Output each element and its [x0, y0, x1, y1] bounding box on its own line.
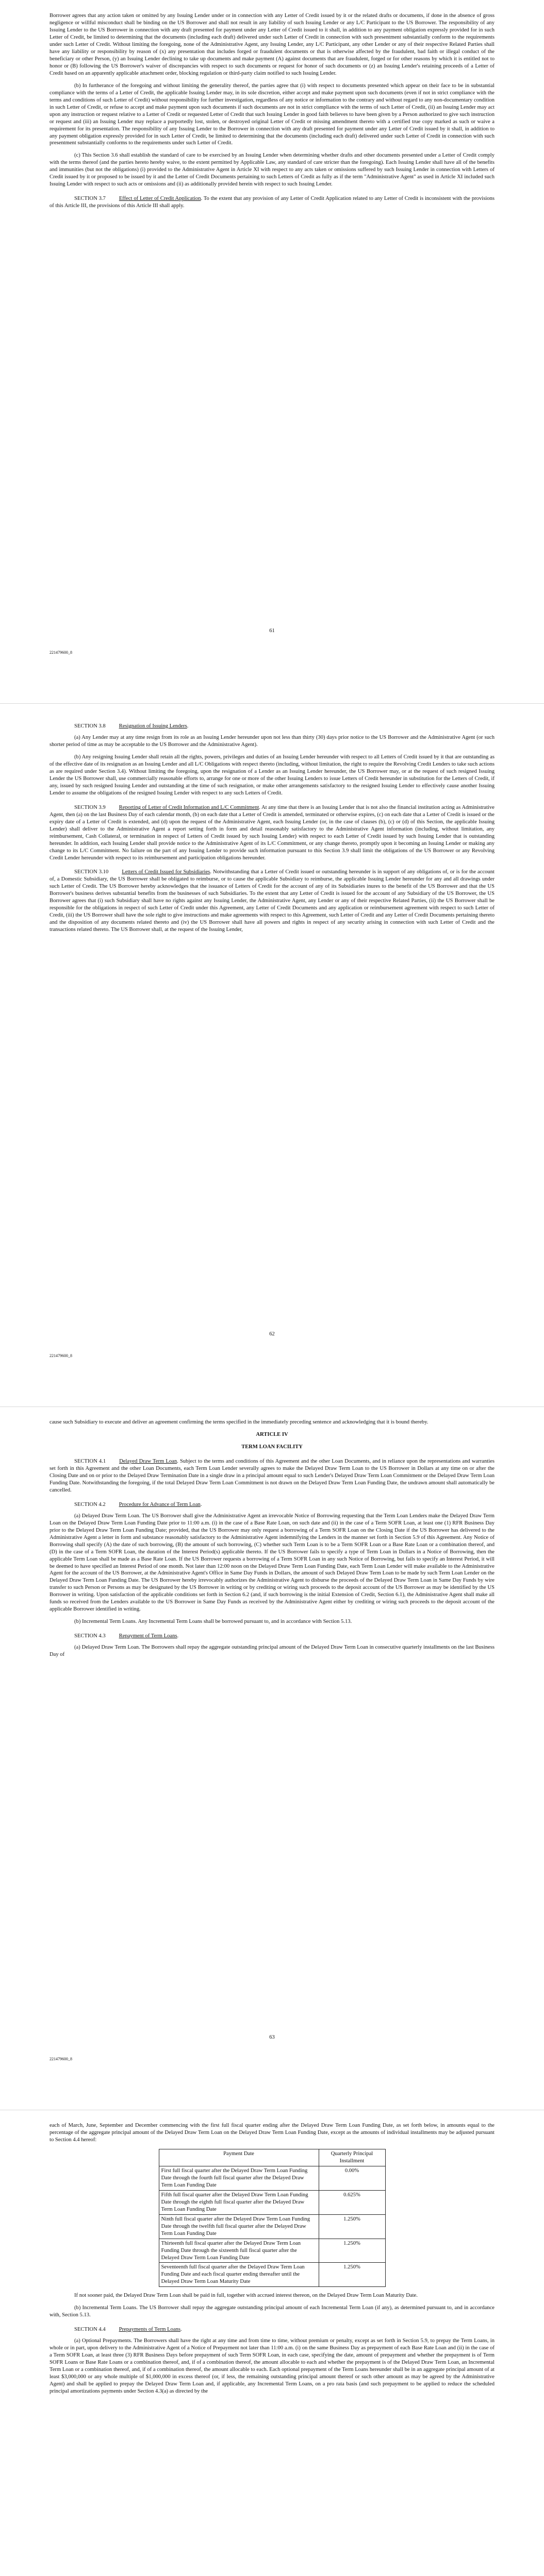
body-paragraph: cause such Subsidiary to execute and deliver an agreement confirming the terms specified in the immediately preceding sentence and acknowledging that it is bound thereby.	[50, 1419, 428, 1425]
section-paragraph	[50, 1633, 494, 1640]
table-header-cell: Payment Date	[159, 2149, 319, 2166]
table-row	[159, 2263, 385, 2287]
installment-cell: 0.625%	[319, 2190, 385, 2214]
body-paragraph: (a) Delayed Draw Term Loan. The US Borrower shall give the Administrative Agent an irrevocable Notice of Borrowing requesting that the Term Loan Lenders make the Delayed Draw Term Loan on the Delayed Draw Term Loan Funding Date prior to 11:00 a.m. (i) in the case of a Base Rate Loan, on such date and (ii) in the case of a Term SOFR Loan, at least one (1) RFR Business Day prior to the Delayed Draw Term Loan Funding Date; provided, that the US Borrower may only request a borrowing of a Term SOFR Loan on the Closing Date if the US Borrower has delivered to the Administrative Agent a letter in form and substance reasonably satisfactory to the Administrative Agent indemnifying the Lenders in the manner set forth in Section 5.9 of this Agreement. Any Notice of Borrowing shall specify (A) the date of such borrowing, (B) the amount of such borrowing, (C) whether such Term Loan is to be a Term SOFR Loan or a Base Rate Loan or a combination thereof, and (D) in the case of a Term SOFR Loan, the duration of the Interest Period(s) applicable thereto. If the US Borrower fails to specify a type of Term Loan in Dollars in a Notice of Borrowing, then the applicable Term Loan shall be made as a Base Rate Loan. If the US Borrower requests a borrowing of a Term SOFR Loan in any such Notice of Borrowing, but fails to specify an Interest Period, it will be deemed to have specified an Interest Period of one month. Not later than 12:00 noon on the Delayed Draw Term Loan Funding Date, each Term Loan Lender will make available to the Administrative Agent for the account of the US Borrower, at the Administrative Agent's Office in Same Day Funds in Dollars, the amount of such Delayed Draw Term Loan to be made by such Term Loan Lender on the Delayed Draw Term Loan Funding Date. The US Borrower hereby irrevocably authorizes the Administrative Agent to disburse the proceeds of the Delayed Draw Term Loan in Same Day Funds by wire transfer to such Person or Persons as may be designated by the US Borrower in writing or by crediting or wiring such proceeds to the deposit account of the US Borrower as may be identified by the US Borrower in writing. Upon satisfaction of the applicable conditions set forth in Section 6.2 (and, if such borrowing is the initial Extension of Credit, Section 6.1), the Administrative Agent shall make all funds so received from the Lenders available to the US Borrower in Same Day Funds as received by the Administrative Agent either by crediting or wiring such proceeds to the deposit account of the applicable Borrower identified in writing.	[50, 1513, 494, 1613]
section-title: Reporting of Letter of Credit Information and L/C Commitment	[119, 804, 259, 810]
payment-date-cell: First full fiscal quarter after the Delayed Draw Term Loan Funding Date through the fourth full fiscal quarter after the Delayed Draw Term Loan Funding Date	[159, 2166, 319, 2190]
page	[0, 0, 544, 703]
article-heading: ARTICLE IV	[256, 1431, 288, 1437]
section-title: Prepayments of Term Loans	[119, 2327, 181, 2333]
document-id: 221479600_8	[50, 1353, 72, 1358]
page-break	[0, 1406, 544, 1407]
page-number: 62	[269, 1331, 275, 1337]
section-body: .	[180, 2327, 182, 2333]
page-break	[0, 703, 544, 704]
section-paragraph	[50, 723, 494, 730]
table-row	[159, 2214, 385, 2239]
section-paragraph	[50, 2326, 494, 2333]
section-number: SECTION 4.4	[74, 2327, 106, 2333]
section-title: Procedure for Advance of Term Loan	[119, 1501, 201, 1507]
body-paragraph: (c) This Section 3.6 shall establish the standard of care to be exercised by an Issuing Lender when determining whether drafts and other documents presented under a Letter of Credit comply with the terms thereof (and the parties hereto hereby waive, to the extent permitted by Applicable Law, any standard of care stricter than the foregoing). Each Issuing Lender shall have all of the benefits and immunities (but not the obligations) (i) provided to the Administrative Agent in Article XI with respect to any acts taken or omissions suffered by such Issuing Lender in connection with Letters of Credit issued by it or proposed to be issued by it and the Letter of Credit Documents pertaining to such Letters of Credit as fully as if the term "Administrative Agent" as used in Article XI included such Issuing Lender with respect to such acts or omissions and (ii) as additionally provided herein with respect to such Issuing Lender.	[50, 152, 494, 188]
table-header-cell: Quarterly Principal Installment	[319, 2149, 385, 2166]
body-paragraph: (a) Optional Prepayments. The Borrowers shall have the right at any time and from time to time, without premium or penalty, except as set forth in Section 5.9, to prepay the Term Loans, in whole or in part, upon delivery to the Administrative Agent of a Notice of Prepayment not later than 11:00 a.m. (i) on the same Business Day as prepayment of each Base Rate Loan and (ii) in the case of a Term SOFR Loan, at least three (3) RFR Business Days before prepayment of such Term SOFR Loan, in each case, specifying the date, amount of prepayment and whether the prepayment is of Term SOFR Loans or Base Rate Loans or a combination thereof, and, if of a combination thereof, the amount allocable to each and whether the prepayment is of the Delayed Draw Term Loan, an Incremental Term Loan or a combination thereof, and, if of a combination thereof, the amount allocable to each. Each optional prepayment of the Term Loans hereunder shall be in an aggregate principal amount of at least $3,000,000 or any whole multiple of $1,000,000 in excess thereof (or, if less, the remaining outstanding principal amount thereof or such other amount as may be agreed by the Administrative Agent) and shall be applied to prepay the Delayed Draw Term Loan and, if applicable, any Incremental Term Loans, on a pro rata basis (and such prepayment to be applied to reduce the scheduled principal amortizations payments under Section 4.3(a) as directed by the	[50, 2338, 494, 2395]
body-paragraph: (b) In furtherance of the foregoing and without limiting the generality thereof, the parties agree that (i) with respect to documents presented which appear on their face to be in substantial compliance with the terms of a Letter of Credit, the applicable Issuing Lender may, in its sole discretion, either accept and make payment upon such documents (even if not in strict compliance with the terms and conditions of such Letter of Credit) without responsibility for further investigation, regardless of any notice or information to the contrary and without regard to any non-documentary condition in such Letter of Credit, or refuse to accept and make payment upon such documents if such documents are not in strict compliance with the terms of such Letter of Credit, (ii) an Issuing Lender may act upon any instruction or request relative to a Letter of Credit or requested Letter of Credit that such Issuing Lender in good faith believes to have been given by a Person authorized to give such instruction or request and (iii) an Issuing Lender may replace a purportedly lost, stolen, or destroyed original Letter of Credit or missing amendment thereto with a certified true copy marked as such or waive a requirement for its presentation. The responsibility of any Issuing Lender to the Borrower in connection with any draft presented for payment under any Letter of Credit issued by it shall, in addition to any payment obligation expressly provided for in such Letter of Credit, be limited to determining that the documents (including each draft) delivered under such Letter of Credit in connection with such presentment substantially conforms to the requirements under such Letter of Credit.	[50, 82, 494, 146]
payment-date-cell: Fifth full fiscal quarter after the Delayed Draw Term Loan Funding Date through the eighth full fiscal quarter after the Delayed Draw Term Loan Funding Date	[159, 2190, 319, 2214]
section-body: .	[187, 723, 189, 729]
payment-date-cell: Thirteenth full fiscal quarter after the Delayed Draw Term Loan Funding Date through the sixteenth full fiscal quarter after the Delayed Draw Term Loan Funding Date	[159, 2239, 319, 2263]
page-number: 61	[269, 628, 275, 634]
section-title: Letters of Credit Issued for Subsidiaries	[122, 869, 210, 875]
installment-cell: 0.00%	[319, 2166, 385, 2190]
section-paragraph	[50, 869, 494, 934]
section-number: SECTION 3.10	[74, 869, 109, 875]
article-heading: TERM LOAN FACILITY	[241, 1444, 303, 1450]
body-paragraph: (a) Any Lender may at any time resign from its role as an Issuing Lender hereunder upon not less than thirty (30) days prior notice to the US Borrower and the Administrative Agent (or such shorter period of time as may be acceptable to the US Borrower and the Administrative Agent).	[50, 734, 494, 748]
section-body: . Subject to the terms and conditions of this Agreement and the other Loan Documents, and in reliance upon the representations and warranties set forth in this Agreement and the other Loan Documents, each Term Loan Lender severally agrees to make the Delayed Draw Term Loan to the US Borrower in Dollars at any time on or after the Closing Date and on or prior to the Delayed Draw Termination Date in a single draw in a principal amount equal to such Lender's Delayed Draw Term Loan Commitment or the Delayed Draw Term Loan Funding Date. Notwithstanding the foregoing, if the total Delayed Draw Term Loan Commitment is not drawn on the Delayed Draw Term Loan Funding Date, the undrawn amount shall automatically be cancelled.	[50, 1458, 494, 1493]
body-paragraph: (a) Delayed Draw Term Loan. The Borrowers shall repay the aggregate outstanding principal amount of the Delayed Draw Term Loan in consecutive quarterly installments on the last Business Day of	[50, 1645, 494, 1658]
payment-date-cell: Seventeenth full fiscal quarter after the Delayed Draw Term Loan Funding Date and each fiscal quarter ending thereafter until the Delayed Draw Term Loan Maturity Date	[159, 2263, 319, 2287]
section-number: SECTION 4.1	[74, 1458, 106, 1464]
section-body: . At any time that there is an Issuing Lender that is not also the financial institution acting as Administrative Agent, then (a) on the last Business Day of each calendar month, (b) on each date that a Letter of Credit is amended, terminated or otherwise expires, (c) on each date that a Letter of Credit is issued or the expiry date of a Letter of Credit is extended, and (d) upon the request of the Administrative Agent, each Issuing Lender (or, in the case of clauses (b), (c) or (d) of this Section, the applicable Issuing Lender) shall deliver to the Administrative Agent a report setting forth in form and detail reasonably satisfactory to the Administrative Agent information (including, without limitation, any reimbursement, Cash Collateral, or termination in respect of Letters of Credit issued by such Issuing Lender) with respect to each Letter of Credit issued by such Issuing Lender that is outstanding hereunder. In addition, each Issuing Lender shall provide notice to the Administrative Agent of its L/C Commitment, or any change thereto, promptly upon it becoming an Issuing Lender or making any change to its L/C Commitment. No failure on the part of any Issuing Lender to provide such information pursuant to this Section 3.9 shall limit the obligations of the US Borrower or any Revolving Credit Lender hereunder with respect to its reimbursement and participation obligations hereunder.	[50, 804, 495, 861]
body-paragraph: If not sooner paid, the Delayed Draw Term Loan shall be paid in full, together with accrued interest thereon, on the Delayed Draw Term Loan Maturity Date.	[74, 2293, 418, 2299]
section-paragraph	[50, 1458, 494, 1494]
document-id: 221479600_8	[50, 2057, 72, 2061]
page	[0, 703, 544, 1406]
section-title: Repayment of Term Loans	[119, 1633, 177, 1639]
section-number: SECTION 3.7	[74, 196, 106, 202]
body-paragraph: (b) Incremental Term Loans. The US Borrower shall repay the aggregate outstanding principal amount of each Incremental Term Loan (if any), as determined pursuant to, and in accordance with, Section 5.13.	[50, 2305, 494, 2318]
section-body: .	[200, 1501, 202, 1507]
section-title: Effect of Letter of Credit Application	[119, 196, 201, 202]
section-body: . Notwithstanding that a Letter of Credit issued or outstanding hereunder is in support of any obligations of, or is for the account of, a Domestic Subsidiary, the US Borrower shall be obligated to reimburse, or to cause the applicable Subsidiary to reimburse, the applicable Issuing Lender hereunder for any and all drawings under such Letter of Credit. The US Borrower hereby acknowledges that the issuance of Letters of Credit for the account of any of its Subsidiaries inures to the benefit of the US Borrower and that the US Borrower's business derives substantial benefits from the businesses of such Subsidiaries. To the extent that any Letter of Credit is issued for the account of any Subsidiary of the US Borrower, the US Borrower agrees that (i) such Subsidiary shall have no rights against any Issuing Lender, the Administrative Agent, any Lender or any of their respective Related Parties, (ii) the US Borrower shall be responsible for the obligations in respect of such Letter of Credit under this Agreement, any Letter of Credit Documents and any application or reimbursement agreement with respect to such Letter of Credit, (iii) the US Borrower shall have the sole right to give instructions and make agreements with respect to this Agreement, such Letter of Credit and any Letter of Credit Documents pertaining thereto and the disposition of any documents related thereto and (iv) the US Borrower shall have all powers and rights in respect of any security arising in connection with such Letter of Credit and the transactions related thereto. The US Borrower shall, at the request of the Issuing Lender,	[50, 869, 494, 933]
section-title: Resignation of Issuing Lenders	[119, 723, 187, 729]
body-paragraph: (b) Incremental Term Loans. Any Incremental Term Loans shall be borrowed pursuant to, and in accordance with Section 5.13.	[74, 1619, 352, 1625]
page	[0, 2110, 544, 2576]
section-paragraph	[50, 804, 494, 862]
payment-date-cell: Ninth full fiscal quarter after the Delayed Draw Term Loan Funding Date through the twelfth full fiscal quarter after the Delayed Draw Term Loan Funding Date	[159, 2214, 319, 2239]
body-paragraph: (b) Any resigning Issuing Lender shall retain all the rights, powers, privileges and duties of an Issuing Lender hereunder with respect to all Letters of Credit issued by it that are outstanding as of the effective date of its resignation as an Issuing Lender and all L/C Obligations with respect thereto (including, without limitation, the right to require the Revolving Credit Lenders to take such actions as are required under Section 3.4). Without limiting the foregoing, upon the resignation of a Lender as an Issuing Lender hereunder, the US Borrower may, or at the request of such resigned Issuing Lender the US Borrower shall, use commercially reasonable efforts to, arrange for one or more of the other Issuing Lenders to issue Letters of Credit hereunder in substitution for the Letters of Credit, if any, issued by such resigned Issuing Lender and outstanding at the time of such resignation, or make other arrangements satisfactory to the resigned Issuing Lender to effectively cause another Issuing Lender to assume the obligations of the resigned Issuing Lender with respect to any such Letters of Credit.	[50, 754, 494, 796]
page	[0, 1406, 544, 2110]
document-id: 221479600_8	[50, 650, 72, 655]
body-paragraph: Borrower agrees that any action taken or omitted by any Issuing Lender under or in connection with any Letter of Credit issued by it or the related drafts or documents, if done in the absence of gross negligence or willful misconduct shall be binding on the US Borrower and shall not result in any liability of such Issuing Lender or any L/C Participant to the US Borrower. The responsibility of any Issuing Lender to the US Borrower in connection with any draft presented for payment under any Letter of Credit issued to it shall, in addition to any payment obligation expressly provided for in such Letter of Credit, be limited to determining that the documents (including each draft) delivered under such Letter of Credit in connection with such presentment substantially conform to the requirements under such Letter of Credit. Without limiting the foregoing, none of the Administrative Agent, any Issuing Lender, any L/C Participant, any other Lender or any of their respective Related Parties shall have any liability or responsibility by reason of (x) any presentation that includes forged or fraudulent documents or that is otherwise affected by the fraudulent, bad faith or illegal conduct of the beneficiary or other Person, (y) an Issuing Lender declining to take up documents and make payment (A) against documents that are fraudulent, forged or for other reasons by which it is entitled not to honor or (B) following the US Borrower's waiver of discrepancies with respect to such documents or request for honor of such documents or (z) an Issuing Lender's retaining proceeds of a Letter of Credit based on an apparently applicable attachment order, blocking regulation or third-party claim notified to such Issuing Lender.	[50, 13, 494, 76]
body-paragraph: each of March, June, September and December commencing with the first full fiscal quarter ending after the Delayed Draw Term Loan Funding Date, as set forth below, in amounts equal to the percentage of the aggregate principal amount of the Delayed Draw Term Loan on the Delayed Draw Term Loan Funding Date, except as the amounts of individual installments may be adjusted pursuant to Section 4.4 hereof:	[50, 2123, 494, 2143]
section-title: Delayed Draw Term Loan	[119, 1458, 177, 1464]
section-number: SECTION 4.3	[74, 1633, 106, 1639]
section-number: SECTION 4.2	[74, 1501, 106, 1507]
section-body: .	[177, 1633, 179, 1639]
section-body: . To the extent that any provision of any Letter of Credit Application related to any Letter of Credit is inconsistent with the provisions of this Article III, the provisions of this Article III shall apply.	[50, 196, 494, 209]
table-row	[159, 2239, 385, 2263]
section-number: SECTION 3.8	[74, 723, 106, 729]
table-row	[159, 2190, 385, 2214]
installment-cell: 1.250%	[319, 2239, 385, 2263]
table-row	[159, 2166, 385, 2190]
installment-cell: 1.250%	[319, 2214, 385, 2239]
page-number: 63	[269, 2035, 275, 2040]
section-number: SECTION 3.9	[74, 804, 106, 810]
installment-cell: 1.250%	[319, 2263, 385, 2287]
section-paragraph	[50, 1501, 494, 1509]
amortization-schedule-table	[159, 2149, 386, 2287]
section-paragraph	[50, 195, 494, 210]
